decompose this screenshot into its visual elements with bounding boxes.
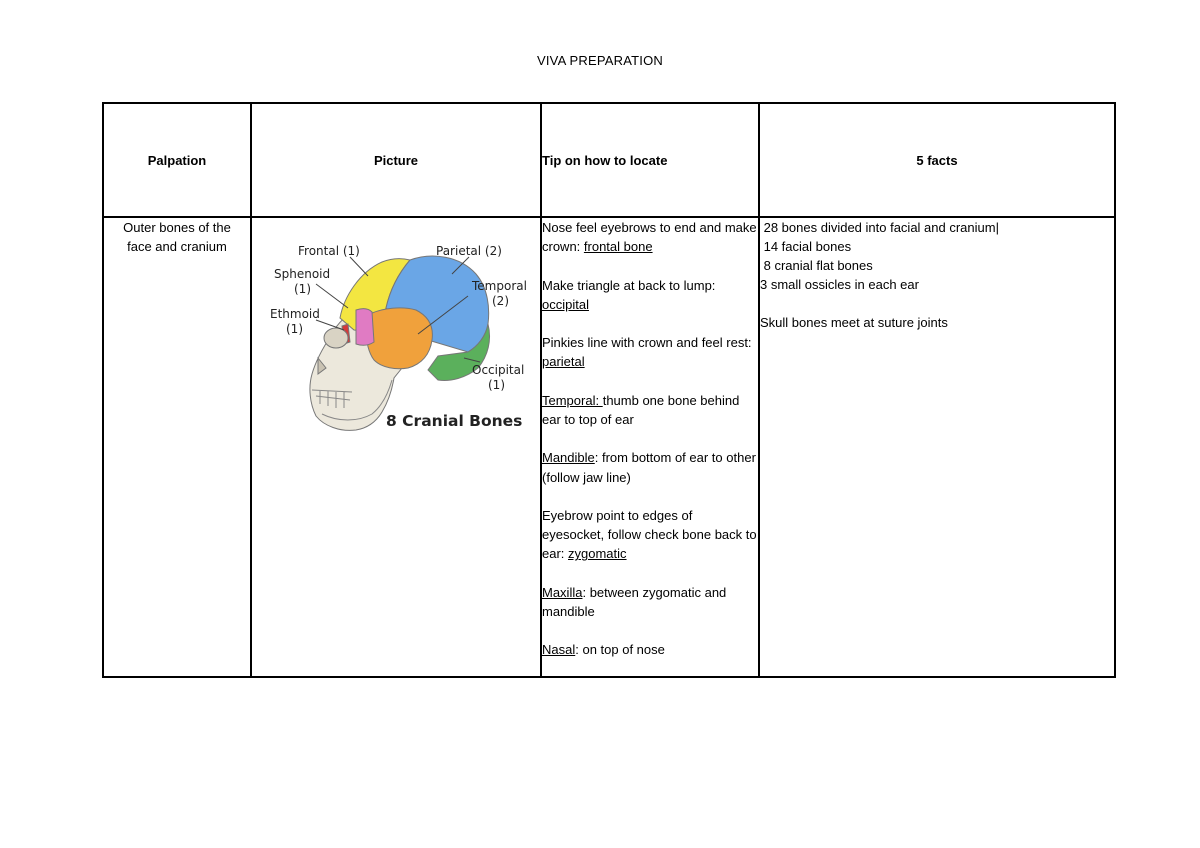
facts-cell [759,217,1115,677]
sphenoid-bone [356,309,374,346]
eye-socket [324,328,348,348]
label-ethmoid: Ethmoid [270,307,320,321]
table-row [103,217,1115,677]
temporal-bone [366,308,432,369]
tip-item: Nose feel eyebrows to end and make crown: frontal bone [542,220,757,255]
tip-item: Nasal: on top of nose [542,642,665,658]
label-temporal-count: (2) [492,294,509,308]
cranial-bones-figure [252,218,538,448]
label-parietal: Parietal (2) [436,244,502,258]
label-occipital-count: (1) [488,378,505,392]
table-header-row [103,103,1115,217]
header-facts: 5 facts [759,103,1115,217]
header-picture: Picture [251,103,541,217]
palpation-line: Outer bones of the [123,220,231,235]
tip-item: Make triangle at back to lump: occipital [542,277,716,312]
figure-caption: 8 Cranial Bones [386,412,523,430]
header-tip: Tip on how to locate [541,103,759,217]
tip-item: Maxilla: between zygomatic and mandible [542,584,727,619]
header-palpation: Palpation [103,103,251,217]
fact-item: 3 small ossicles in each ear [760,277,919,292]
page-title: VIVA PREPARATION [536,53,663,68]
tip-item: Eyebrow point to edges of eyesocket, follow check bone back to ear: zygomatic [542,507,757,562]
tip-item: Temporal: thumb one bone behind ear to top of ear [542,392,740,427]
label-ethmoid-count: (1) [286,322,303,336]
fact-item: 8 cranial flat bones [760,258,873,273]
label-sphenoid: Sphenoid [274,267,331,281]
palpation-line: face and cranium [127,239,227,254]
palpation-cell [103,217,251,677]
tip-item: Mandible: from bottom of ear to other (follow jaw line) [542,450,756,485]
fact-item: 14 facial bones [760,239,852,254]
tip-item: Pinkies line with crown and feel rest: parietal [542,335,752,370]
viva-table [102,102,1116,678]
label-sphenoid-count: (1) [294,282,311,296]
fact-item: Skull bones meet at suture joints [760,315,948,330]
fact-item: 28 bones divided into facial and cranium| [760,220,999,235]
picture-cell [251,217,541,677]
label-frontal: Frontal (1) [298,244,360,258]
label-temporal: Temporal [472,279,527,293]
label-occipital: Occipital [472,363,525,377]
tips-cell [541,217,759,677]
